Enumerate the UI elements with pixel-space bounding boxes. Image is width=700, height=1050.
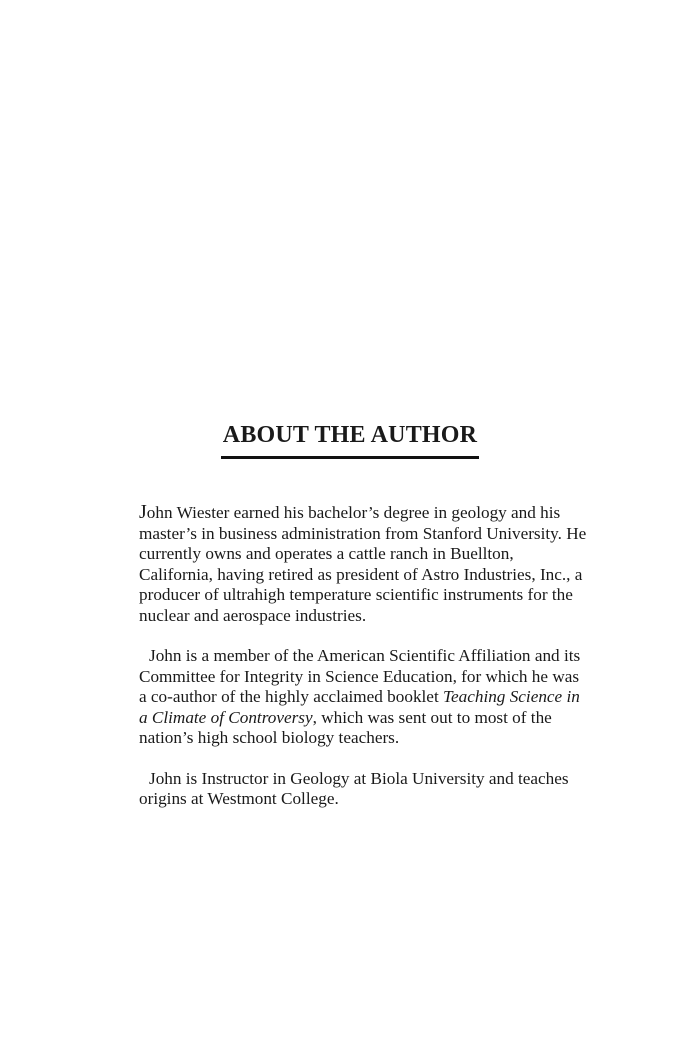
bio-paragraph-2 [139, 646, 589, 749]
bio-paragraph-2-after: , which was sent out to most of the nation’s high school biology teachers. [139, 707, 552, 747]
bio-paragraph-2-before: John is a member of the American Scientific Affiliation and its Committee for Integrity in Science Education, for which he was a co-author of the highly acclaimed booklet [139, 646, 581, 706]
bio-paragraph-1 [139, 502, 589, 626]
author-bio [139, 502, 589, 830]
initial-letter: J [139, 501, 147, 523]
bio-paragraph-1-text: ohn Wiester earned his bachelor’s degree in geology and his master’s in business administration from Stanford University. He currently owns and operates a cattle ranch in Buellton, California, having retired as president of Astro Industries, Inc., a producer of ultrahigh temperature scientific instruments for the nuclear and aerospace industries. [139, 503, 587, 625]
bio-paragraph-3-text: John is Instructor in Geology at Biola University and teaches origins at Westmont College. [139, 768, 569, 808]
page-title: ABOUT THE AUTHOR [221, 420, 479, 459]
bio-paragraph-3 [139, 769, 589, 810]
heading-container [0, 420, 700, 459]
booklet-title: Teaching Science in a Climate of Controversy [139, 687, 580, 727]
